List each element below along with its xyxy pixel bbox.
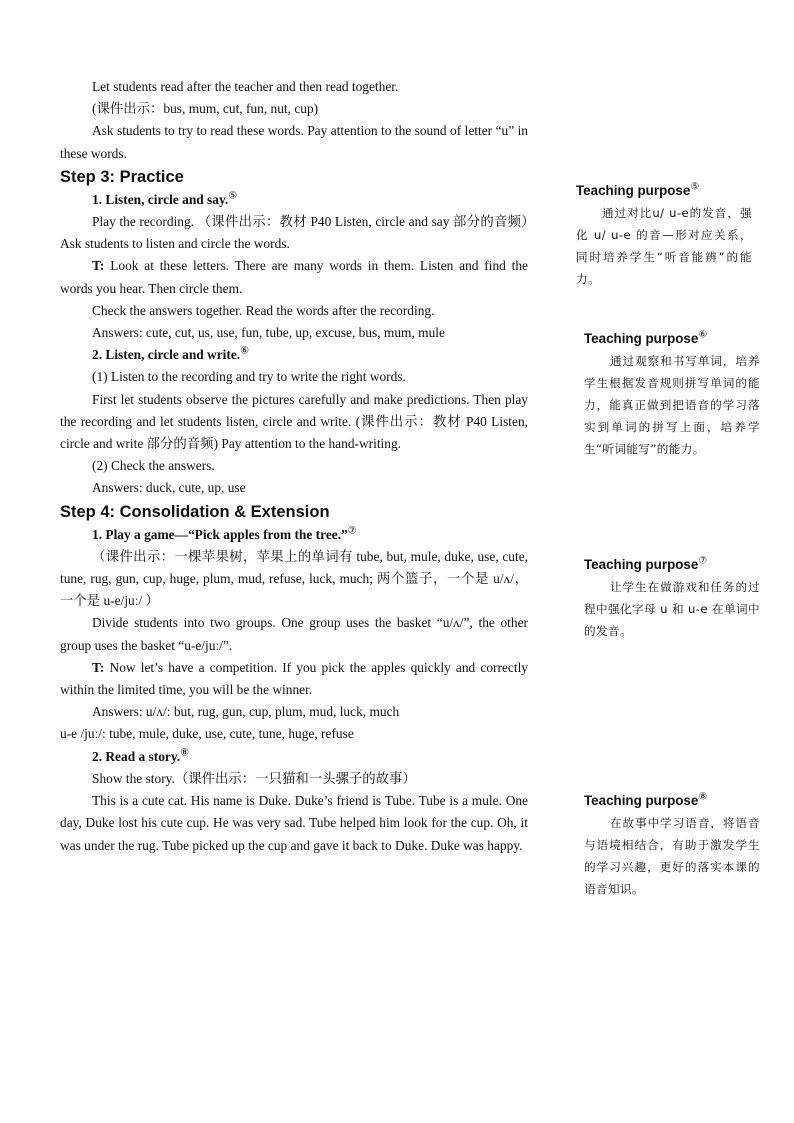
teaching-purpose-title: [576, 180, 752, 202]
note-marker: ⑥: [240, 345, 250, 357]
step3-a-title: [60, 189, 528, 211]
teaching-purpose-title-text: Teaching purpose: [584, 557, 699, 572]
step3-a-paragraph: Check the answers together. Read the words after the recording.: [92, 302, 435, 318]
note-marker: ⑦: [698, 555, 708, 567]
note-marker: ⑦: [347, 525, 357, 537]
teaching-purpose-title: [584, 790, 760, 812]
step4-a-teacher-line: [60, 657, 528, 701]
step4-heading: Step 4: Consolidation & Extension: [60, 502, 330, 521]
note-marker: ⑧: [180, 747, 190, 759]
step4-b-title: [60, 746, 528, 768]
step4-a-answers: u-e /juː/: tube, mule, duke, use, cute, tune, huge, refuse: [60, 726, 354, 742]
step4-a-title: [60, 524, 528, 546]
note-marker: ⑥: [698, 329, 708, 341]
step3-a-title-text: 1. Listen, circle and say.: [92, 191, 229, 207]
teacher-label: T:: [92, 258, 105, 274]
teaching-purpose-body: 通过观察和书写单词，培养学生根据发音规则拼写单词的能力，能真正做到把语音的学习落实到单词的拼写上面，培养学生“听词能写”的能力。: [584, 354, 760, 456]
step3-b-title-text: 2. Listen, circle and write.: [92, 347, 241, 363]
step3-a-teacher-line: [60, 255, 528, 299]
step3-a-paragraph: Play the recording. （课件出示：教材 P40 Listen, circle and say 部分的音频）Ask students to listen and circle the words.: [60, 214, 528, 252]
teacher-text: Now let’s have a competition. If you pick the apples quickly and correctly within the limited time, you will be the winner.: [60, 659, 528, 698]
teaching-purpose-title: [584, 554, 760, 576]
step3-b-title: [60, 344, 528, 366]
step3-b-paragraph: (2) Check the answers.: [92, 458, 215, 474]
step4-b-title-text: 2. Read a story.: [92, 748, 181, 764]
intro-paragraph: Let students read after the teacher and then read together.: [92, 79, 399, 94]
teaching-purpose-title-text: Teaching purpose: [584, 331, 699, 346]
teaching-purpose-body: 在故事中学习语音，将语音与语境相结合，有助于激发学生的学习兴趣，更好的落实本课的语音知识。: [584, 816, 760, 896]
teacher-text: Look at these letters. There are many words in them. Listen and find the words you hear. Then circle them.: [60, 258, 528, 296]
step4-a-answers: Answers: u/ʌ/: but, rug, gun, cup, plum, mud, luck, much: [92, 704, 400, 720]
note-marker: ⑧: [698, 791, 708, 803]
intro-paragraph: Ask students to try to read these words. Pay attention to the sound of letter “u” in these words.: [60, 123, 528, 161]
teaching-purpose-note: [584, 328, 760, 460]
step4-a-title-text: 1. Play a game—“Pick apples from the tree.”: [92, 526, 348, 542]
note-marker: ⑤: [690, 181, 700, 193]
step4-a-paragraph: Divide students into two groups. One group uses the basket “u/ʌ/”, the other group uses the basket “u-e/juː/”.: [60, 615, 528, 653]
teaching-purpose-title-text: Teaching purpose: [576, 183, 691, 198]
teaching-purpose-note: [576, 180, 752, 290]
intro-courseware: (课件出示：bus, mum, cut, fun, nut, cup): [92, 101, 319, 117]
step3-heading: Step 3: Practice: [60, 167, 184, 186]
step4-b-paragraph: Show the story.（课件出示：一只猫和一头骡子的故事）: [92, 770, 416, 786]
teaching-purpose-note: [584, 790, 760, 900]
step3-b-paragraph: First let students observe the pictures carefully and make predictions. Then play the recording and let students listen, circle and write. (课件出示：教材 P40 Listen, circle and write 部分的音频) Pay attention to the hand-writing.: [60, 391, 528, 452]
teaching-purpose-title: [584, 328, 760, 350]
step3-b-paragraph: (1) Listen to the recording and try to write the right words.: [92, 369, 406, 385]
step4-a-courseware: （课件出示：一棵苹果树，苹果上的单词有 tube, but, mule, duke, use, cute, tune, rug, gun, cup, huge, plum, mud, refuse, luck, much; 两个篮子，一个是 u/ʌ/，一个是 u-e/juː/ ）: [60, 548, 528, 609]
teacher-label: T:: [92, 659, 105, 675]
teaching-purpose-note: [584, 554, 760, 642]
step3-b-answers: Answers: duck, cute, up, use: [92, 480, 246, 496]
teaching-purpose-body: 让学生在做游戏和任务的过程中强化字母 u 和 u-e 在单词中的发音。: [584, 580, 760, 638]
story-paragraph: This is a cute cat. His name is Duke. Duke’s friend is Tube. Tube is a mule. One day, Duke lost his cute cup. He was very sad. Tube helped him look for the cup. Oh, it was under the rug. Tube picked up the cup and gave it back to Duke. Duke was happy.: [60, 793, 528, 853]
main-column: [60, 76, 528, 857]
teaching-purpose-body: 通过对比u/ u-e的发音，强化 u/ u-e 的音—形对应关系，同时培养学生“听音能辨”的能力。: [576, 206, 752, 286]
teaching-purpose-title-text: Teaching purpose: [584, 793, 699, 808]
note-marker: ⑤: [228, 190, 238, 202]
step3-a-answers: Answers: cute, cut, us, use, fun, tube, up, excuse, bus, mum, mule: [92, 325, 445, 341]
